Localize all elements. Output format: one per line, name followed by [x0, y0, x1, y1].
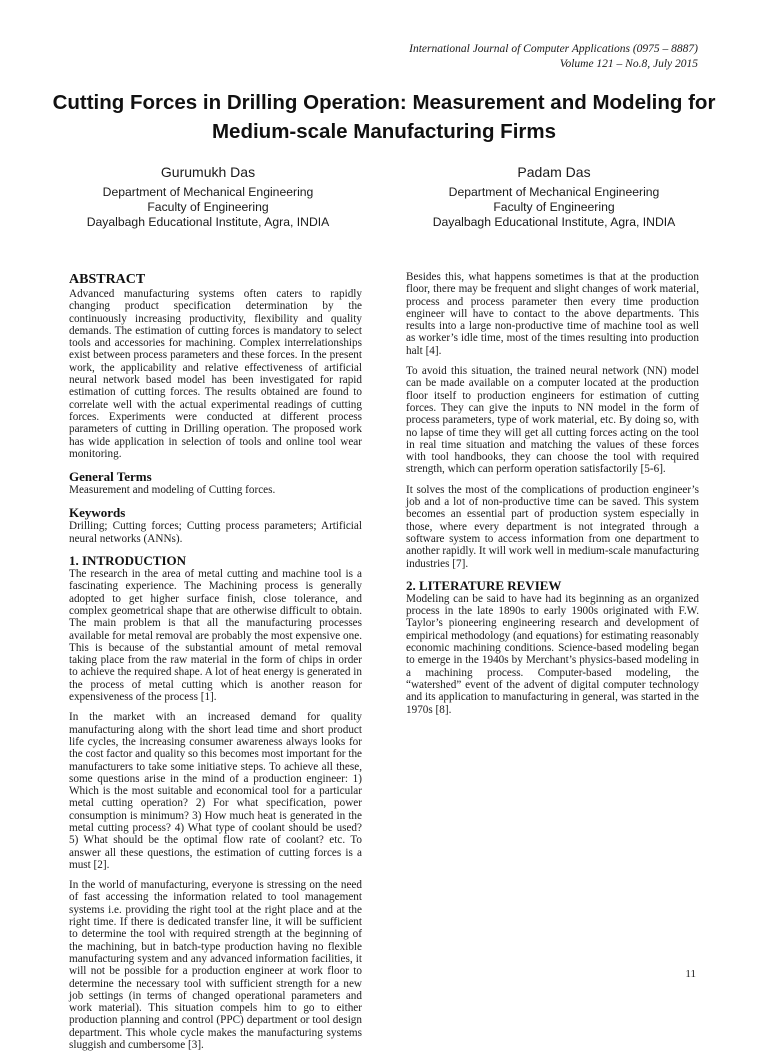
intro-paragraph-1: The research in the area of metal cutting and machine tool is a fascinating experience. The Machining process is generally adopted to get higher surface finish, close tolerance, and complex geometrical shape that are otherwise difficult to obtain. The main problem is that all the manufacturing processes available for metal removal are probably the most expensive one. This is because of the substantial amount of metal removal taking place from the raw material in the form of chips in order to achieve the required shape. A lot of heat energy is generated in the process of metal cutting which is another reason for expensiveness of the process [1]. — [69, 568, 362, 704]
author-dept: Department of Mechanical Engineering — [102, 185, 314, 199]
journal-header — [409, 42, 698, 72]
author-block-1 — [58, 162, 358, 230]
keywords-heading: Keywords — [69, 505, 126, 521]
intro-paragraph-4: Besides this, what happens sometimes is that at the production floor, there may be frequent and slight changes of work material, process and process parameter then every time production engineer will have to contact to the above departments. This results into a large non-productive time of machine tool as well as worker’s idle time, most of the times resulting into production halt [4]. — [406, 271, 699, 357]
keywords-text: Drilling; Cutting forces; Cutting process parameters; Artificial neural networks (ANNs). — [69, 520, 362, 545]
author-dept: Department of Mechanical Engineering — [448, 185, 660, 199]
journal-volume: Volume 121 – No.8, July 2015 — [559, 58, 698, 70]
literature-paragraph-1: Modeling can be said to have had its beginning as an organized process in the late 1890s to early 1900s originated with F.W. Taylor’s pioneering engineering research and development of empirical methodology (and equations) for estimating reasonably economic machining conditions. Science-based modeling began to emerge in the 1940s by Merchant’s physics-based modeling in a machining process. Computer-based modeling, the “watershed” event of the advent of digital computer technology and its application to manufacturing in general, was started in the 1970s [8]. — [406, 592, 699, 716]
introduction-heading: 1. INTRODUCTION — [69, 553, 187, 569]
literature-heading: 2. LITERATURE REVIEW — [406, 577, 562, 593]
general-terms-heading: General Terms — [69, 469, 152, 485]
left-column — [69, 270, 362, 1059]
intro-paragraph-5: To avoid this situation, the trained neural network (NN) model can be made available on a computer located at the production floor itself to production engineers for estimation of cutting forces. They can give the inputs to NN model in the form of process parameters, type of work material, etc. By doing so, with no lapse of time they will get all cutting forces acting on the tool in real time situation and matching the values of these forces with tool handbooks, they can choose the tool with required strength, which can perform operation satisfactorily [5-6]. — [406, 365, 699, 476]
author-faculty: Faculty of Engineering — [147, 200, 269, 214]
abstract-text: Advanced manufacturing systems often caters to rapidly changing product specification determination by the continuously increasing productivity, flexibility and quality demands. The estimation of cutting forces is mandatory to select tools and accessories for machining. Complex interrelationships exist between process parameters and these forces. In the present work, the applicability and relative effectiveness of artificial neural network based model has been investigated for rapid estimation of cutting forces. The results obtained are found to correlate well with the actual experimental readings of cutting forces. Experiments were conducted at different process parameters of cutting in Drilling operation. The proposed work has wide application in selection of tools and online tool wear monitoring. — [69, 288, 362, 460]
author-institute: Dayalbagh Educational Institute, Agra, INDIA — [432, 215, 676, 229]
abstract-heading: ABSTRACT — [69, 272, 146, 287]
page-number: 11 — [685, 968, 696, 980]
author-faculty: Faculty of Engineering — [493, 200, 615, 214]
intro-paragraph-6: It solves the most of the complications of production engineer’s job and a lot of non-productive time can be saved. This system becomes an essential part of production system especially in those, where every department is not integrated through a software system to access information from one department to another rapidly. It will work well in medium-scale manufacturing industries [7]. — [406, 483, 699, 570]
journal-name: International Journal of Computer Applications (0975 – 8887) — [409, 43, 698, 55]
intro-paragraph-3: In the world of manufacturing, everyone is stressing on the need of fast accessing the information related to tool management systems i.e. providing the right tool at the right place and at the right time. If there is dedicated transfer line, it will be sufficient to determine the tool with required strength at the beginning of the machining, but in batch-type production having no flexible manufacturing system and any advanced information facilities, it will not be possible for a production engineer at work floor to determine the necessary tool with sufficient strength for a new job settings (in terms of changed operational parameters and work material). This situation compels him to go to either production planning and control (PPC) department or tool design department. This whole cycle makes the manufacturing systems sluggish and cumbersome [3]. — [69, 879, 362, 1052]
author-name: Padam Das — [517, 164, 591, 180]
paper-title: Cutting Forces in Drilling Operation: Measurement and Modeling for Medium-scale Manufacturing Firms — [52, 91, 716, 143]
intro-paragraph-2: In the market with an increased demand for quality manufacturing along with the short lead time and short product life cycles, the increasing consumer awareness always looks for the cost factor and quality so this becomes most important for the manufacturers to take some initiative steps. To achieve all these, some questions arise in the mind of a production engineer: 1) Which is the most suitable and economical tool for a particular metal cutting operation? 2) For what specification, power consumption is minimum? 3) How much heat is generated in the metal cutting process? 4) What type of coolant should be used? 5) What should be the optimal flow rate of coolant? etc. To answer all these questions, the estimation of cutting forces is a must [2]. — [69, 711, 362, 871]
author-name: Gurumukh Das — [160, 164, 256, 180]
right-column — [406, 271, 699, 724]
author-block-2 — [404, 162, 704, 230]
author-institute: Dayalbagh Educational Institute, Agra, INDIA — [86, 215, 330, 229]
general-terms-text: Measurement and modeling of Cutting forces. — [69, 484, 276, 497]
